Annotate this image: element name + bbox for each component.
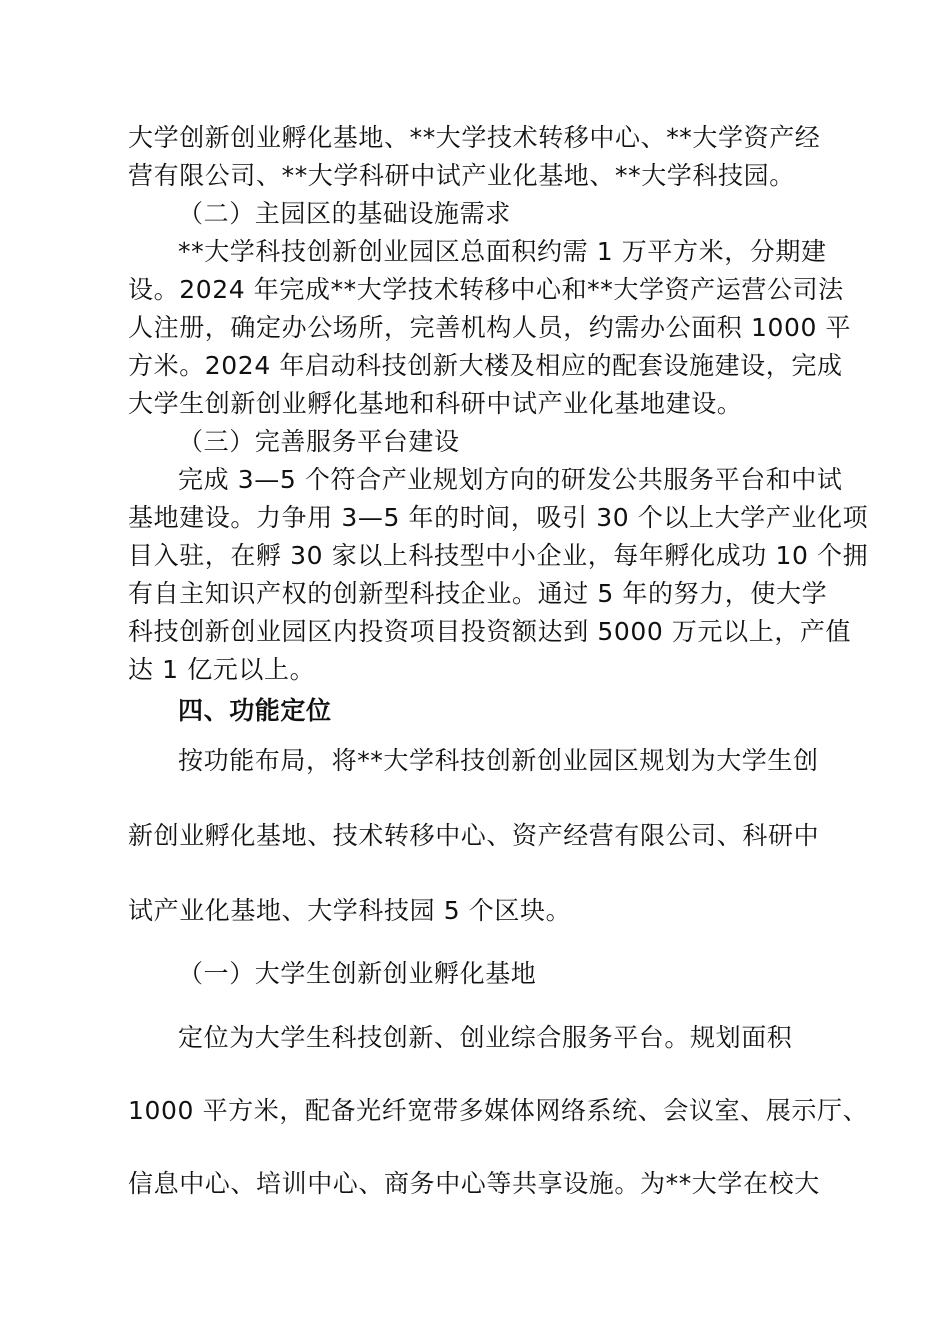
paragraph-line: 定位为大学生科技创新、创业综合服务平台。规划面积 (178, 1023, 793, 1052)
paragraph-line: 达 1 亿元以上。 (128, 655, 316, 684)
section-heading-2: （二）主园区的基础设施需求 (178, 199, 511, 228)
section-heading-3: （三）完善服务平台建设 (178, 427, 460, 456)
paragraph-line: 营有限公司、**大学科研中试产业化基地、**大学科技园。 (128, 161, 795, 190)
paragraph-line: **大学科技创新创业园区总面积约需 1 万平方米，分期建 (178, 237, 827, 266)
paragraph-line: 科技创新创业园区内投资项目投资额达到 5000 万元以上，产值 (128, 617, 852, 646)
paragraph-line: 新创业孵化基地、技术转移中心、资产经营有限公司、科研中 (128, 821, 820, 850)
paragraph-line: 完成 3—5 个符合产业规划方向的研发公共服务平台和中试 (178, 465, 843, 494)
paragraph-line: 方米。2024 年启动科技创新大楼及相应的配套设施建设，完成 (128, 351, 843, 380)
paragraph-line: 有自主知识产权的创新型科技企业。通过 5 年的努力，使大学 (128, 579, 828, 608)
paragraph-line: 人注册，确定办公场所，完善机构人员，约需办公面积 1000 平 (128, 313, 852, 342)
paragraph-line: 信息中心、培训中心、商务中心等共享设施。为**大学在校大 (128, 1169, 820, 1198)
paragraph-line: 目入驻，在孵 30 家以上科技型中小企业，每年孵化成功 10 个拥 (128, 541, 869, 570)
paragraph-line: 大学创新创业孵化基地、**大学技术转移中心、**大学资产经 (128, 123, 821, 152)
paragraph-line: 1000 平方米，配备光纤宽带多媒体网络系统、会议室、展示厅、 (128, 1096, 869, 1125)
chapter-heading: 四、功能定位 (178, 696, 332, 725)
paragraph-line: 基地建设。力争用 3—5 年的时间，吸引 30 个以上大学产业化项 (128, 503, 869, 532)
section-heading-1: （一）大学生创新创业孵化基地 (178, 959, 537, 988)
paragraph-line: 试产业化基地、大学科技园 5 个区块。 (128, 896, 572, 925)
paragraph-line: 按功能布局，将**大学科技创新创业园区规划为大学生创 (178, 746, 819, 775)
paragraph-line: 大学生创新创业孵化基地和科研中试产业化基地建设。 (128, 389, 743, 418)
paragraph-line: 设。2024 年完成**大学技术转移中心和**大学资产运营公司法 (128, 275, 844, 304)
